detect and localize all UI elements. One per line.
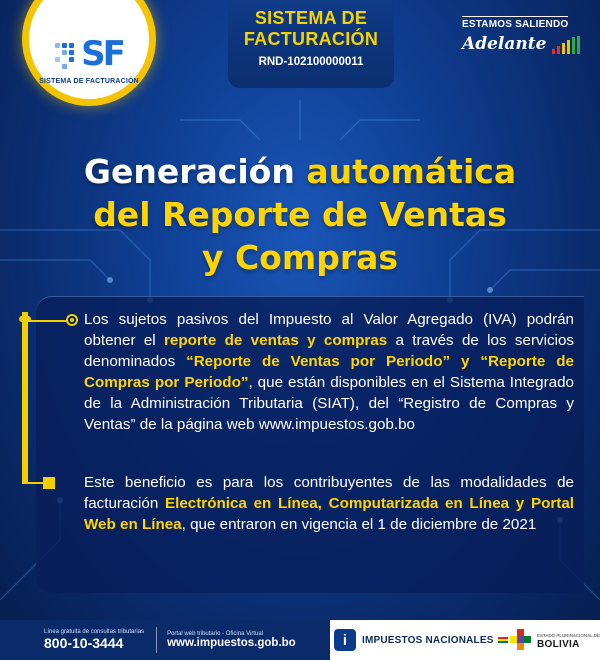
p2-text-2: , que entraron en vigencia el 1 de diciembre de 2021 — [181, 516, 537, 533]
wiphala-emblem-icon — [510, 629, 532, 651]
headline-line2: del Reporte de Ventas — [93, 195, 507, 234]
bolivia-flag-icon — [498, 637, 508, 644]
agency-name: IMPUESTOS NACIONALES — [362, 634, 494, 646]
headline-white: Generación — [83, 152, 307, 191]
rail-connector-decoration-2 — [28, 482, 44, 484]
header-title-box — [228, 0, 394, 88]
bolivia-text — [537, 631, 600, 649]
growth-bars-icon — [552, 36, 580, 54]
slogan-bottom — [462, 34, 582, 54]
impuestos-logo — [330, 620, 508, 660]
rail-connector-decoration — [28, 320, 68, 322]
hotline-box — [0, 629, 144, 651]
headline-line3: y Compras — [201, 238, 399, 277]
left-rail-decoration — [22, 312, 28, 484]
logo-inner — [29, 0, 149, 99]
hotline-number[interactable]: 800-10-3444 — [44, 635, 124, 651]
p1-text-3: , que están disponibles en el Sistema Integrado de la Administración Tributaria (SIAT), del “Registro de Compras y Ventas” de la página web www.impuestos.gob.bo — [84, 374, 574, 433]
headline-yellow-1: automática — [306, 152, 517, 191]
portal-label: Portal web tributario - Oficina Virtual — [167, 631, 263, 637]
p1-highlight-2: “Reporte de Ventas por Periodo” y “Reporte de Compras por Periodo” — [84, 353, 574, 391]
resolution-code: RND-102100000011 — [258, 56, 364, 68]
hotline-label: Línea gratuita de consultas tributarias — [44, 629, 145, 635]
headline-line1 — [0, 150, 600, 193]
slogan-top: ESTAMOS SALIENDO — [462, 16, 568, 30]
p1-text-2: a través de los servicios denominados — [84, 332, 574, 370]
impuestos-i-icon: i — [334, 629, 356, 651]
footer-contact — [0, 620, 330, 660]
p2-highlight-1: Electrónica en Línea, Computarizada en Línea y Portal Web en Línea — [84, 495, 574, 533]
p1-text-1: Los sujetos pasivos del Impuesto al Valor Agregado (IVA) podrán obtener el — [84, 311, 574, 349]
logo-mark — [55, 34, 123, 74]
state-big: BOLIVIA — [537, 639, 580, 650]
portal-box — [167, 631, 296, 649]
header-title-line1: SISTEMA DE — [254, 8, 368, 28]
header-title-line2: FACTURACIÓN — [243, 29, 379, 49]
state-small: ESTADO PLURINACIONAL DE — [537, 633, 600, 638]
logo-letters: SF — [81, 34, 123, 74]
logo-pixels-icon — [55, 39, 77, 69]
portal-link[interactable]: www.impuestos.gob.bo — [167, 637, 296, 649]
p2-text-1: Este beneficio es para los contribuyentes de las modalidades de facturación — [84, 474, 574, 512]
headline — [0, 150, 600, 279]
footer — [0, 620, 600, 660]
square-bullet-icon — [43, 477, 55, 489]
bullet-ring-icon — [66, 314, 78, 326]
sf-logo — [22, 0, 156, 106]
slogan — [462, 14, 582, 54]
logo-caption: SISTEMA DE FACTURACIÓN — [39, 78, 139, 85]
slogan-script: Adelante — [462, 34, 547, 54]
paragraph-1 — [84, 309, 574, 435]
footer-divider — [156, 627, 157, 653]
bolivia-logo — [510, 620, 600, 660]
paragraph-2 — [84, 472, 574, 535]
p1-highlight-1: reporte de ventas y compras — [163, 332, 388, 349]
